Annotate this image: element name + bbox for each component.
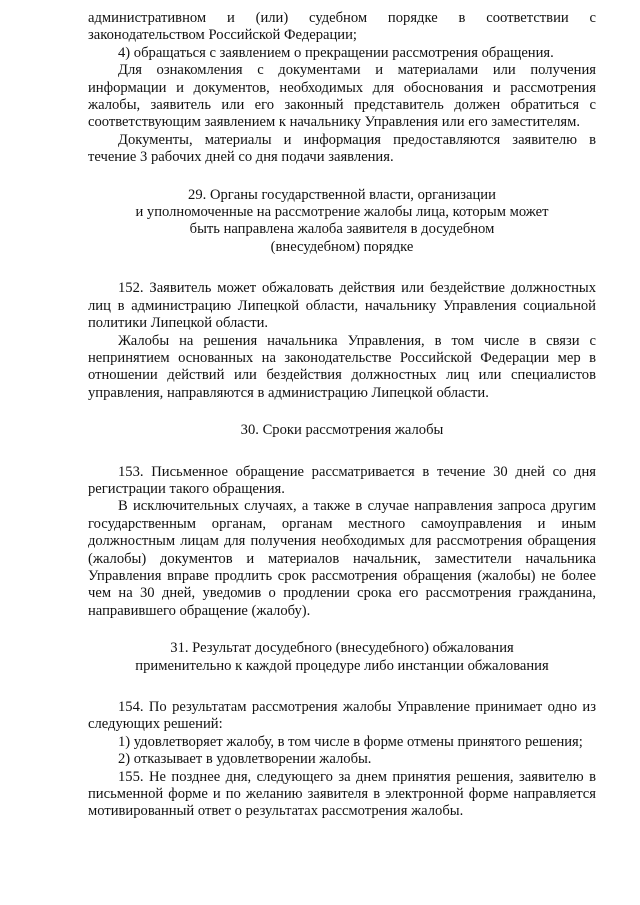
paragraph: административном и (или) судебном порядке в соответствии с законодательством Российской Федерации;	[88, 10, 596, 44]
section-heading-29	[88, 187, 596, 257]
paragraph: 4) обращаться с заявлением о прекращении рассмотрения обращения.	[118, 44, 554, 61]
section-heading-31	[88, 640, 596, 675]
paragraph-153: 153. Письменное обращение рассматривается в течение 30 дней со дня регистрации такого обращения.	[88, 463, 596, 497]
list-item: 2) отказывает в удовлетворении жалобы.	[118, 751, 372, 768]
paragraph: Для ознакомления с документами и материалами или получения информации и документов, необходимых для обоснования и рассмотрения жалобы, заявитель или его законный представитель должен обратиться с соответствующим заявлением к начальнику Управления или его заместителям.	[88, 62, 596, 131]
heading-line: 30. Сроки рассмотрения жалобы	[240, 422, 444, 439]
paragraph: Документы, материалы и информация предоставляются заявителю в течение 3 рабочих дней со дня подачи заявления.	[88, 131, 596, 166]
heading-line: (внесудебном) порядке	[270, 238, 414, 255]
paragraph: В исключительных случаях, а также в случае направления запроса другим государственным органам, органам местного самоуправления и иным должностным лицам для получения необходимых для рассмотрения обращения (жалобы) документов и материалов начальник, заместители начальника Управления вправе продлить срок рассмотрения обращения (жалобы) не более чем на 30 дней, уведомив о продлении срока его рассмотрения гражданина, направившего обращение (жалобу).	[88, 498, 596, 619]
paragraph-152: 152. Заявитель может обжаловать действия или бездействие должностных лиц в администрацию Липецкой области, начальнику Управления социальной политики Липецкой области.	[88, 280, 596, 332]
heading-line: применительно к каждой процедуре либо инстанции обжалования	[135, 657, 549, 674]
document-page	[88, 10, 596, 821]
section-heading-30	[88, 422, 596, 439]
heading-line: 29. Органы государственной власти, организации	[188, 186, 496, 203]
paragraph: Жалобы на решения начальника Управления, в том числе в связи с непринятием основанных на законодательстве Российской Федерации мер в отношении действий или бездействия должностных лиц или специалистов управления, направляются в администрацию Липецкой области.	[88, 332, 596, 401]
paragraph-155: 155. Не позднее дня, следующего за днем принятия решения, заявителю в письменной форме и по желанию заявителя в электронной форме направляется мотивированный ответ о результатах рассмотрения жалобы.	[88, 768, 596, 820]
heading-line: 31. Результат досудебного (внесудебного) обжалования	[170, 640, 514, 657]
heading-line: быть направлена жалоба заявителя в досудебном	[189, 221, 495, 238]
heading-line: и уполномоченные на рассмотрение жалобы лица, которым может	[135, 204, 549, 221]
paragraph-154: 154. По результатам рассмотрения жалобы Управление принимает одно из следующих решений:	[88, 699, 596, 733]
list-item: 1) удовлетворяет жалобу, в том числе в форме отмены принятого решения;	[118, 733, 583, 750]
